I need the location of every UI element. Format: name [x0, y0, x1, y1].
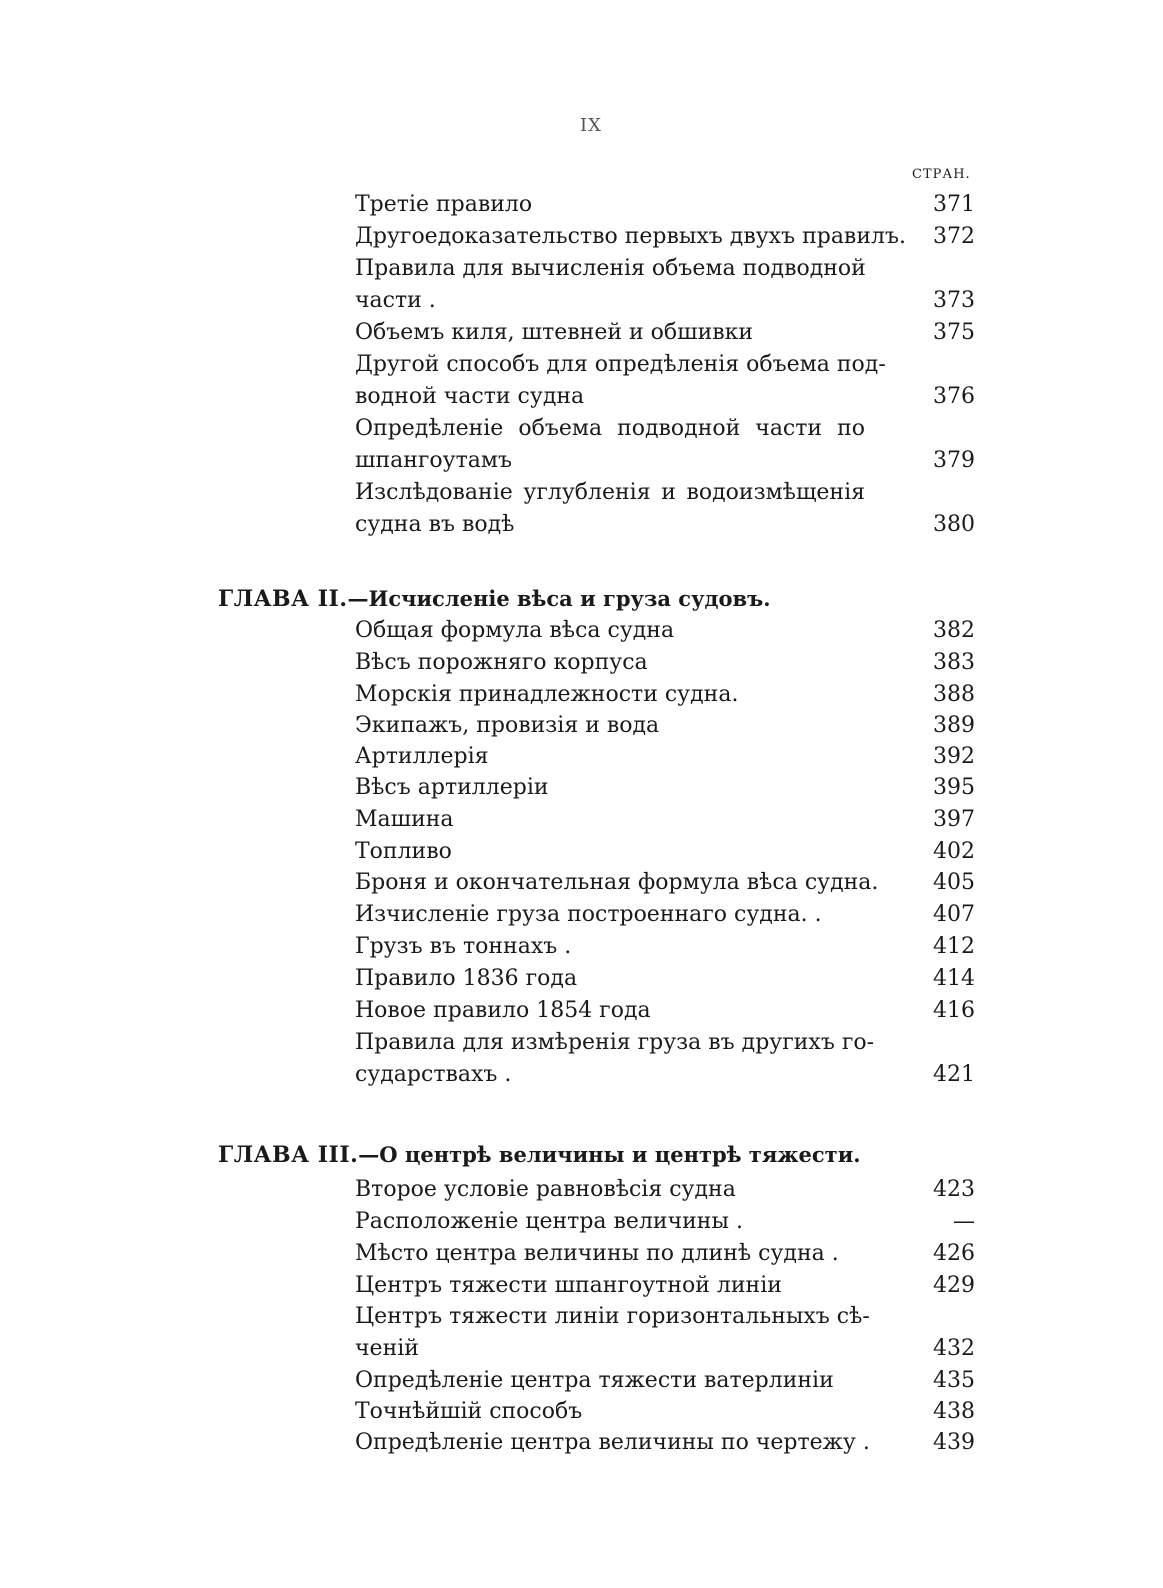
toc-entry: Правила для измѣренія груза въ другихъ го- — [355, 1030, 875, 1055]
toc-entry: водной части судна 376 — [355, 382, 975, 412]
page-ref: 421 — [933, 1062, 975, 1087]
chapter-heading — [218, 1140, 978, 1170]
chapter-label: ГЛАВА III. — [218, 1142, 359, 1168]
toc-entry: Общая формула вѣса судна 382 — [355, 616, 975, 646]
toc-entry: Другой способъ для опредѣленія объема под- — [355, 352, 886, 377]
toc-entry: Изчисленіе груза построеннаго судна. . 407 — [355, 900, 975, 930]
page-ref: 371 — [933, 192, 975, 217]
toc-entry: Экипажъ, провизія и вода 389 — [355, 711, 975, 741]
page-ref: 429 — [933, 1273, 975, 1298]
toc-entry: Опредѣленіе центра тяжести ватерлиніи 435 — [355, 1366, 975, 1396]
toc-entry: судна въ водѣ 380 — [355, 510, 975, 540]
page-ref: 379 — [933, 448, 975, 473]
toc-entry: Третіе правило 371 — [355, 190, 975, 220]
page-ref: 432 — [933, 1336, 975, 1361]
page-ref: 392 — [933, 744, 975, 769]
page-ref: 397 — [933, 807, 975, 832]
chapter-title: —Исчисленіе вѣса и груза судовъ. — [347, 586, 771, 611]
page-ref: 416 — [933, 998, 975, 1023]
toc-entry: Вѣсъ порожняго корпуса 383 — [355, 648, 975, 678]
toc-entry: Морскія принадлежности судна. 388 — [355, 680, 975, 710]
toc-entry: Второе условіе равновѣсія судна 423 — [355, 1175, 975, 1205]
page-number: IX — [580, 115, 602, 136]
toc-entry: Артиллерія 392 — [355, 742, 975, 772]
toc-entry: Центръ тяжести линіи горизонтальныхъ сѣ- — [355, 1304, 870, 1329]
page-ref: 395 — [933, 775, 975, 800]
toc-entry: шпангоутамъ 379 — [355, 446, 975, 476]
page-ref: 372 — [933, 224, 975, 249]
toc-entry: Топливо 402 — [355, 837, 975, 867]
page-ref: 412 — [933, 934, 975, 959]
toc-entry: Центръ тяжести шпангоутной линіи 429 — [355, 1271, 975, 1301]
toc-entry: Вѣсъ артиллеріи 395 — [355, 773, 975, 803]
toc-entry: Опредѣленіе центра величины по чертежу . 439 — [355, 1428, 975, 1458]
page-ref: 376 — [933, 384, 975, 409]
chapter-heading — [218, 584, 978, 614]
page-ref: — — [953, 1209, 975, 1234]
page-ref: 389 — [933, 713, 975, 738]
toc-entry: Опредѣленіе объема подводной части по — [355, 416, 865, 441]
page-ref: 380 — [933, 512, 975, 537]
toc-entry: Машина 397 — [355, 805, 975, 835]
toc-entry: Изслѣдованіе углубленія и водоизмѣщенія — [355, 480, 865, 505]
page-ref: 373 — [933, 288, 975, 313]
page-ref: 382 — [933, 618, 975, 643]
toc-entry: сударствахъ . 421 — [355, 1060, 975, 1090]
toc-entry: Броня и окончательная формула вѣса судна. 405 — [355, 868, 975, 898]
toc-entry: Другоедоказательство первыхъ двухъ правилъ. 372 — [355, 222, 975, 252]
page-ref: 405 — [933, 870, 975, 895]
page-ref: 402 — [933, 839, 975, 864]
page-ref: 388 — [933, 682, 975, 707]
page-ref: 438 — [933, 1399, 975, 1424]
toc-entry: части . 373 — [355, 286, 975, 316]
toc-entry: Правило 1836 года 414 — [355, 964, 975, 994]
toc-entry: Объемъ киля, штевней и обшивки 375 — [355, 318, 975, 348]
page-ref: 435 — [933, 1368, 975, 1393]
chapter-title: —О центрѣ величины и центрѣ тяжести. — [358, 1142, 861, 1167]
toc-entry: Точнѣйшій способъ 438 — [355, 1397, 975, 1427]
toc-entry: Мѣсто центра величины по длинѣ судна . 426 — [355, 1239, 975, 1269]
page-ref: 407 — [933, 902, 975, 927]
page-ref: 423 — [933, 1177, 975, 1202]
toc-entry: Новое правило 1854 года 416 — [355, 996, 975, 1026]
page-ref: 439 — [933, 1430, 975, 1455]
page-ref: 426 — [933, 1241, 975, 1266]
toc-entry: Расположеніе центра величины . — — [355, 1207, 975, 1237]
toc-entry: ченій 432 — [355, 1334, 975, 1364]
page-ref: 383 — [933, 650, 975, 675]
page-ref: 375 — [933, 320, 975, 345]
chapter-label: ГЛАВА II. — [218, 586, 348, 612]
toc-entry: Правила для вычисленія объема подводной — [355, 256, 866, 281]
page-ref: 414 — [933, 966, 975, 991]
toc-entry: Грузъ въ тоннахъ . 412 — [355, 932, 975, 962]
page-column-header: СТРАН. — [912, 167, 971, 182]
